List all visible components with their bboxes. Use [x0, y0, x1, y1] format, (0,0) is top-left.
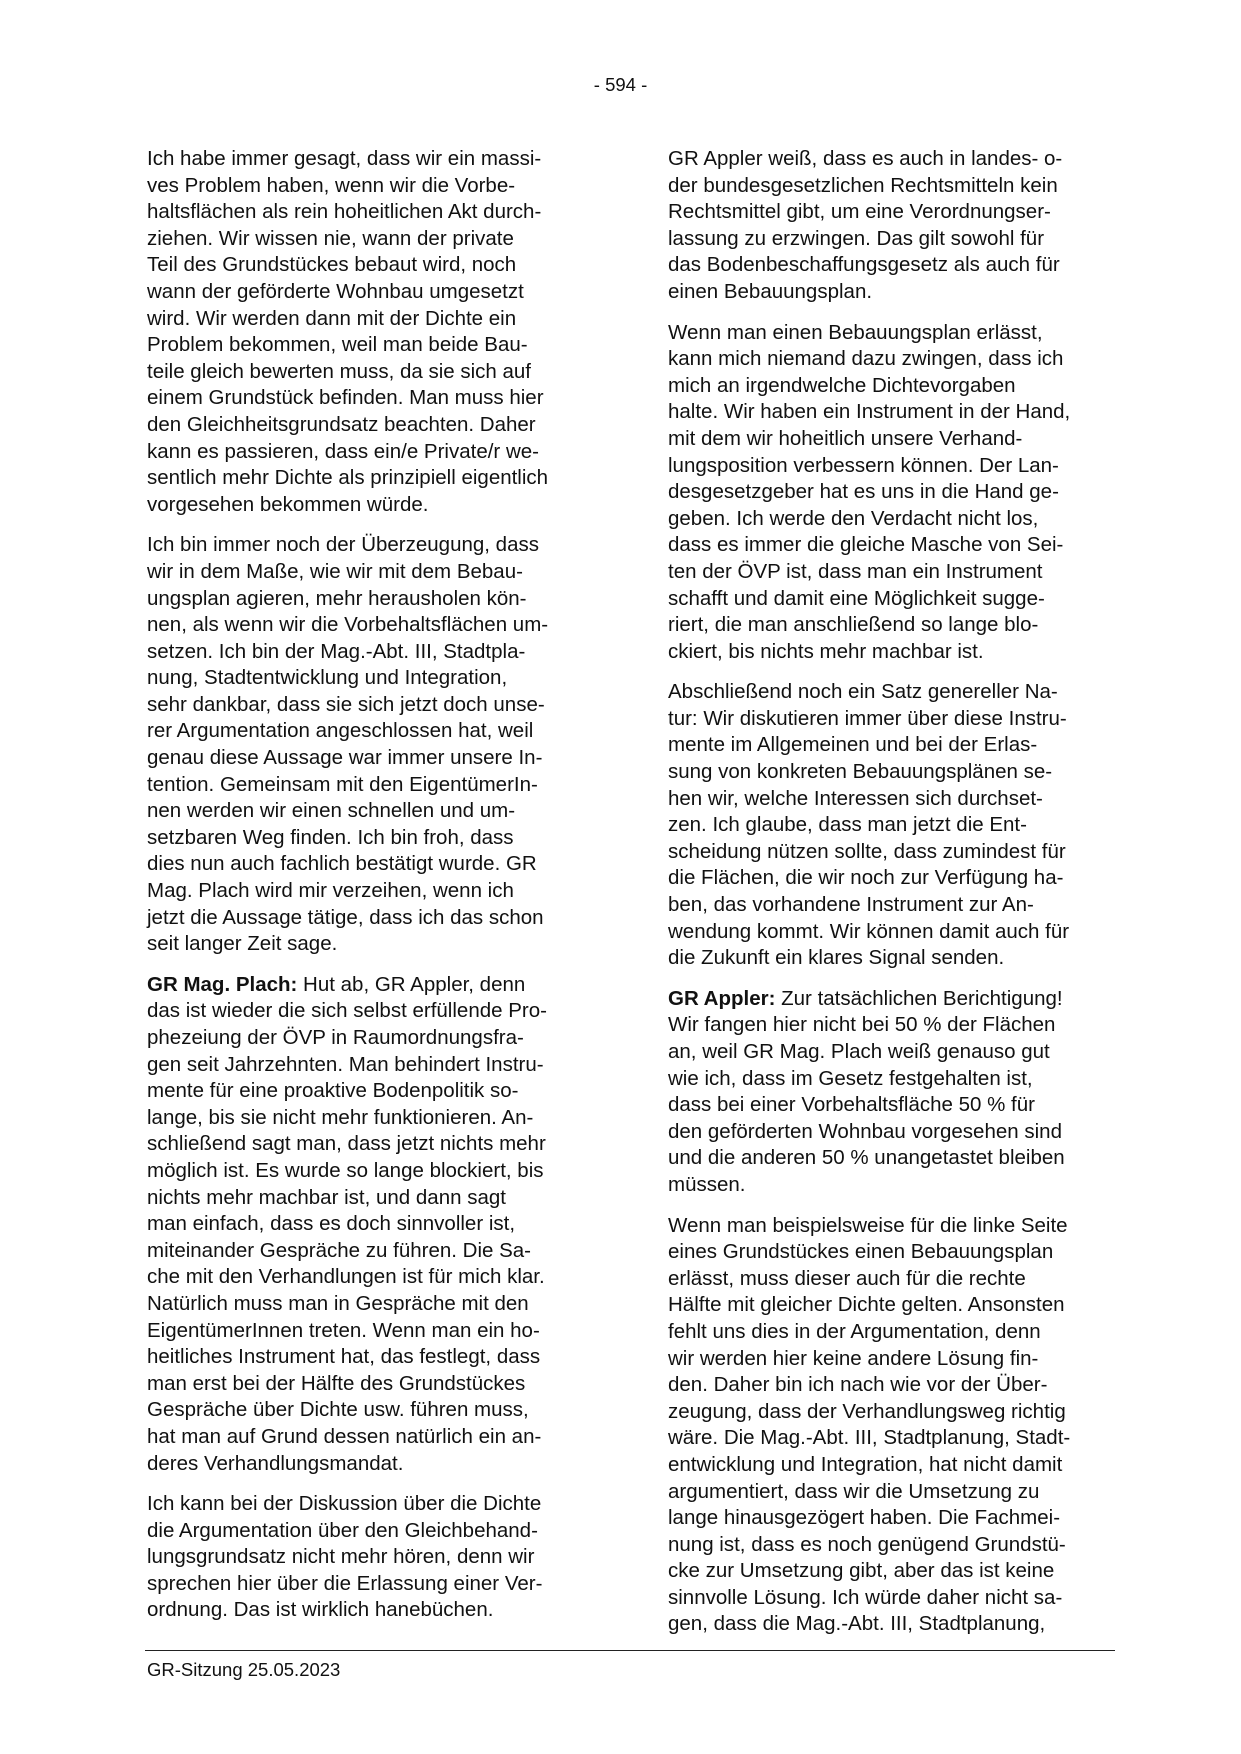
line-text: desgesetzgeber hat es uns in die Hand ge-	[668, 480, 1059, 504]
line-text: schafft und damit eine Möglichkeit sugge-	[668, 586, 1045, 610]
line-text: Hälfte mit gleicher Dichte gelten. Ansonsten	[668, 1293, 1065, 1317]
line-text: heitliches Instrument hat, das festlegt, dass	[147, 1345, 541, 1369]
line-text: vorgesehen bekommen würde.	[147, 492, 429, 516]
text-line	[668, 1372, 1126, 1399]
text-line	[147, 1105, 605, 1132]
page-number: - 594 -	[593, 74, 648, 95]
text-line	[668, 1092, 1126, 1119]
text-line	[147, 639, 605, 666]
line-text: die Flächen, die wir noch zur Verfügung ha-	[668, 866, 1064, 890]
text-line	[668, 759, 1126, 786]
text-line	[668, 786, 1126, 813]
line-text: Problem bekommen, weil man beide Bau-	[147, 333, 528, 357]
line-text: EigentümerInnen treten. Wenn man ein ho-	[147, 1318, 540, 1342]
text-line	[147, 1424, 605, 1451]
text-line	[668, 732, 1126, 759]
text-line	[147, 1158, 605, 1185]
text-line	[668, 146, 1126, 173]
line-text: an, weil GR Mag. Plach weiß genauso gut	[668, 1040, 1050, 1063]
text-line	[668, 892, 1126, 919]
line-text: Gespräche über Dichte usw. führen muss,	[147, 1398, 529, 1422]
line-text: man einfach, dass es doch sinnvoller ist,	[147, 1212, 516, 1236]
line-text: Wenn man einen Bebauungsplan erlässt,	[668, 320, 1043, 344]
text-line	[147, 1544, 605, 1571]
text-line	[147, 226, 605, 253]
line-text: lungsgrundsatz nicht mehr hören, denn wir	[147, 1545, 535, 1569]
text-line	[147, 332, 605, 359]
text-line	[147, 252, 605, 279]
text-line	[668, 1292, 1126, 1319]
line-text: gen, dass die Mag.-Abt. III, Stadtplanung,	[668, 1612, 1046, 1636]
line-text: die Argumentation über den Gleichbehand-	[147, 1518, 538, 1542]
text-line	[668, 1505, 1126, 1532]
line-text: mit dem wir hoheitlich unsere Verhand-	[668, 426, 1023, 450]
line-text: jetzt die Aussage tätige, dass ich das schon	[147, 905, 544, 929]
text-line	[668, 1172, 1126, 1199]
line-text: entwicklung und Integration, hat nicht damit	[668, 1452, 1063, 1476]
text-line	[668, 252, 1126, 279]
paragraph	[147, 532, 605, 958]
text-line	[668, 1066, 1126, 1093]
text-line	[668, 865, 1126, 892]
text-line	[147, 998, 605, 1025]
text-line	[147, 1318, 605, 1345]
line-text: wann der geförderte Wohnbau umgesetzt	[147, 279, 524, 303]
line-text: sehr dankbar, dass sie sich jetzt doch unse-	[147, 692, 545, 716]
line-text: das Bodenbeschaffungsgesetz als auch für	[668, 253, 1060, 277]
text-line	[147, 1238, 605, 1265]
line-text: Wir fangen hier nicht bei 50 % der Flächen	[668, 1013, 1056, 1037]
text-line	[147, 1491, 605, 1518]
line-text: ten der ÖVP ist, dass man ein Instrument	[668, 559, 1043, 583]
text-line	[147, 931, 605, 958]
line-text: sung von konkreten Bebauungsplänen se-	[668, 760, 1053, 784]
line-text: das ist wieder die sich selbst erfüllende Pro-	[147, 999, 547, 1023]
text-line	[147, 612, 605, 639]
text-line	[147, 1185, 605, 1212]
line-text: schließend sagt man, dass jetzt nichts mehr	[147, 1132, 546, 1156]
line-text: erlässt, muss dieser auch für die rechte	[668, 1266, 1026, 1290]
line-text: Abschließend noch ein Satz genereller Na-	[668, 680, 1058, 704]
line-text: seit langer Zeit sage.	[147, 932, 338, 956]
text-line	[147, 851, 605, 878]
line-text: mich an irgendwelche Dichtevorgaben	[668, 373, 1016, 397]
paragraph	[147, 1491, 605, 1624]
line-text: wie ich, dass im Gesetz festgehalten ist,	[668, 1066, 1033, 1090]
text-line	[147, 665, 605, 692]
line-text: Ich bin immer noch der Überzeugung, dass	[147, 533, 539, 557]
text-line	[668, 1425, 1126, 1452]
line-text: argumentiert, dass wir die Umsetzung zu	[668, 1479, 1040, 1503]
line-text: haltsflächen als rein hoheitlichen Akt durch-	[147, 200, 542, 224]
line-text: wäre. Die Mag.-Abt. III, Stadtplanung, Stadt-	[668, 1426, 1071, 1450]
text-line	[147, 905, 605, 932]
line-text: dass es immer die gleiche Masche von Sei-	[668, 533, 1064, 557]
text-line	[668, 1319, 1126, 1346]
line-text: deres Verhandlungsmandat.	[147, 1451, 404, 1475]
line-text: GR Appler weiß, dass es auch in landes- o-	[668, 147, 1063, 170]
paragraph	[668, 146, 1126, 306]
line-text: wir in dem Maße, wie wir mit dem Bebau-	[147, 559, 523, 583]
text-line	[147, 412, 605, 439]
line-text: der bundesgesetzlichen Rechtsmitteln kein	[668, 173, 1058, 197]
text-line	[668, 1266, 1126, 1293]
paragraph	[668, 1213, 1126, 1639]
line-text: mente für eine proaktive Bodenpolitik so-	[147, 1079, 519, 1103]
text-line	[668, 1558, 1126, 1585]
text-line	[668, 1479, 1126, 1506]
text-line	[147, 173, 605, 200]
speaker-name: GR Appler:	[668, 986, 776, 1010]
text-line	[668, 1039, 1126, 1066]
text-line	[668, 426, 1126, 453]
text-line	[147, 492, 605, 519]
text-line	[668, 1611, 1126, 1638]
line-text: dies nun auch fachlich bestätigt wurde. GR	[147, 852, 537, 876]
text-line	[147, 306, 605, 333]
text-line	[147, 1078, 605, 1105]
line-text: möglich ist. Es wurde so lange blockiert, bis	[147, 1158, 544, 1182]
text-line	[668, 1346, 1126, 1373]
text-line	[147, 772, 605, 799]
text-line	[147, 586, 605, 613]
text-line	[668, 320, 1126, 347]
text-line	[147, 1371, 605, 1398]
line-text: teile gleich bewerten muss, da sie sich auf	[147, 359, 532, 383]
line-text: riert, die man anschließend so lange blo-	[668, 613, 1039, 637]
text-line	[668, 839, 1126, 866]
text-line	[668, 226, 1126, 253]
text-line	[668, 586, 1126, 613]
text-line	[668, 1399, 1126, 1426]
line-text: den. Daher bin ich nach wie vor der Über-	[668, 1373, 1048, 1397]
line-text: Zur tatsächlichen Berichtigung!	[775, 986, 1063, 1010]
line-text: wird. Wir werden dann mit der Dichte ein	[147, 306, 517, 330]
line-text: mente im Allgemeinen und bei der Erlas-	[668, 733, 1038, 757]
text-line	[668, 986, 1126, 1013]
line-text: kann es passieren, dass ein/e Private/r we-	[147, 439, 539, 463]
line-text: hat man auf Grund dessen natürlich ein an-	[147, 1424, 542, 1448]
line-text: den geförderten Wohnbau vorgesehen sind	[668, 1119, 1062, 1143]
line-text: Ich kann bei der Diskussion über die Dichte	[147, 1492, 542, 1516]
line-text: ben, das vorhandene Instrument zur An-	[668, 893, 1034, 917]
text-line	[147, 359, 605, 386]
text-line	[668, 679, 1126, 706]
right-column	[668, 146, 1126, 1652]
line-text: Rechtsmittel gibt, um eine Verordnungser-	[668, 200, 1051, 224]
paragraph	[147, 972, 605, 1477]
text-line	[668, 1585, 1126, 1612]
line-text: sprechen hier über die Erlassung einer Ver-	[147, 1571, 543, 1595]
text-line	[668, 1145, 1126, 1172]
paragraph	[668, 320, 1126, 666]
line-text: geben. Ich werde den Verdacht nicht los,	[668, 506, 1039, 530]
line-text: zen. Ich glaube, dass man jetzt die Ent-	[668, 813, 1027, 837]
text-line	[147, 745, 605, 772]
text-line	[147, 1597, 605, 1624]
line-text: nen werden wir einen schnellen und um-	[147, 799, 516, 823]
text-line	[147, 439, 605, 466]
text-line	[668, 479, 1126, 506]
line-text: müssen.	[668, 1172, 746, 1196]
text-line	[668, 199, 1126, 226]
text-line	[668, 919, 1126, 946]
line-text: nen, als wenn wir die Vorbehaltsflächen um-	[147, 613, 549, 637]
line-text: hen wir, welche Interessen sich durchset-	[668, 786, 1043, 810]
line-text: phezeiung der ÖVP in Raumordnungsfra-	[147, 1026, 524, 1049]
paragraph	[668, 679, 1126, 972]
line-text: zeugung, dass der Verhandlungsweg richtig	[668, 1399, 1066, 1423]
text-line	[147, 1052, 605, 1079]
text-line	[668, 706, 1126, 733]
text-line	[147, 972, 605, 999]
text-line	[668, 639, 1126, 666]
text-line	[147, 199, 605, 226]
line-text: ves Problem haben, wenn wir die Vorbe-	[147, 173, 516, 197]
text-line	[147, 798, 605, 825]
line-text: lassung zu erzwingen. Das gilt sowohl für	[668, 226, 1045, 250]
text-line	[668, 346, 1126, 373]
text-line	[147, 532, 605, 559]
line-text: gen seit Jahrzehnten. Man behindert Instru-	[147, 1052, 544, 1076]
text-line	[147, 1291, 605, 1318]
text-line	[147, 146, 605, 173]
text-line	[668, 559, 1126, 586]
line-text: ordnung. Das ist wirklich hanebüchen.	[147, 1598, 494, 1622]
line-text: scheidung nützen sollte, dass zumindest für	[668, 839, 1066, 863]
line-text: Ich habe immer gesagt, dass wir ein massi-	[147, 147, 542, 170]
line-text: Wenn man beispielsweise für die linke Seite	[668, 1213, 1068, 1237]
line-text: eines Grundstückes einen Bebauungsplan	[668, 1240, 1054, 1264]
line-text: rer Argumentation angeschlossen hat, weil	[147, 719, 534, 743]
line-text: Natürlich muss man in Gespräche mit den	[147, 1291, 529, 1315]
text-line	[668, 1239, 1126, 1266]
text-line	[147, 1131, 605, 1158]
line-text: cke zur Umsetzung gibt, aber das ist keine	[668, 1559, 1055, 1583]
text-line	[147, 1025, 605, 1052]
text-line	[147, 1451, 605, 1478]
text-line	[668, 1213, 1126, 1240]
paragraph	[668, 986, 1126, 1199]
line-text: sentlich mehr Dichte als prinzipiell eigentlich	[147, 466, 549, 490]
text-line	[668, 506, 1126, 533]
line-text: sinnvolle Lösung. Ich würde daher nicht sa-	[668, 1585, 1063, 1609]
text-line	[147, 1344, 605, 1371]
line-text: lange, bis sie nicht mehr funktionieren. An-	[147, 1105, 534, 1129]
line-text: nung ist, dass es noch genügend Grundstü-	[668, 1532, 1066, 1556]
line-text: halte. Wir haben ein Instrument in der Hand,	[668, 400, 1071, 424]
text-line	[147, 1518, 605, 1545]
paragraph	[147, 146, 605, 518]
text-line	[668, 373, 1126, 400]
text-line	[668, 1532, 1126, 1559]
line-text: einem Grundstück befinden. Man muss hier	[147, 386, 544, 410]
line-text: wir werden hier keine andere Lösung fin-	[668, 1346, 1039, 1370]
text-line	[147, 1211, 605, 1238]
line-text: ckiert, bis nichts mehr machbar ist.	[668, 639, 984, 663]
text-line	[668, 812, 1126, 839]
line-text: wendung kommt. Wir können damit auch für	[668, 919, 1070, 943]
text-line	[147, 279, 605, 306]
text-line	[147, 878, 605, 905]
text-line	[147, 692, 605, 719]
line-text: einen Bebauungsplan.	[668, 279, 873, 303]
line-text: nichts mehr machbar ist, und dann sagt	[147, 1185, 506, 1209]
line-text: nung, Stadtentwicklung und Integration,	[147, 666, 508, 690]
line-text: dass bei einer Vorbehaltsfläche 50 % für	[668, 1093, 1035, 1117]
line-text: setzen. Ich bin der Mag.-Abt. III, Stadtpla-	[147, 639, 526, 663]
text-line	[668, 1452, 1126, 1479]
footer-divider	[145, 1650, 1115, 1651]
text-line	[668, 1012, 1126, 1039]
text-line	[668, 945, 1126, 972]
text-line	[668, 612, 1126, 639]
text-line	[668, 399, 1126, 426]
line-text: Hut ab, GR Appler, denn	[297, 972, 526, 996]
line-text: che mit den Verhandlungen ist für mich klar.	[147, 1265, 545, 1289]
line-text: lange hinausgezögert haben. Die Fachmei-	[668, 1506, 1061, 1530]
text-line	[668, 532, 1126, 559]
text-line	[668, 279, 1126, 306]
text-line	[668, 453, 1126, 480]
line-text: lungsposition verbessern können. Der Lan-	[668, 453, 1059, 477]
line-text: miteinander Gespräche zu führen. Die Sa-	[147, 1238, 532, 1262]
line-text: genau diese Aussage war immer unsere In-	[147, 746, 543, 770]
text-line	[147, 465, 605, 492]
text-line	[147, 1264, 605, 1291]
line-text: die Zukunft ein klares Signal senden.	[668, 946, 1005, 970]
line-text: ungsplan agieren, mehr herausholen kön-	[147, 586, 527, 610]
line-text: den Gleichheitsgrundsatz beachten. Daher	[147, 412, 536, 436]
text-line	[147, 385, 605, 412]
line-text: tention. Gemeinsam mit den EigentümerIn-	[147, 772, 538, 796]
line-text: man erst bei der Hälfte des Grundstückes	[147, 1371, 526, 1395]
line-text: Mag. Plach wird mir verzeihen, wenn ich	[147, 879, 514, 903]
line-text: tur: Wir diskutieren immer über diese Instru-	[668, 706, 1067, 730]
text-line	[668, 1119, 1126, 1146]
line-text: kann mich niemand dazu zwingen, dass ich	[668, 347, 1064, 371]
text-line	[147, 1571, 605, 1598]
line-text: setzbaren Weg finden. Ich bin froh, dass	[147, 825, 514, 849]
text-line	[147, 825, 605, 852]
line-text: fehlt uns dies in der Argumentation, denn	[668, 1319, 1041, 1343]
speaker-name: GR Mag. Plach:	[147, 972, 298, 996]
text-line	[147, 1397, 605, 1424]
text-line	[147, 718, 605, 745]
line-text: ziehen. Wir wissen nie, wann der private	[147, 226, 514, 250]
text-line	[147, 559, 605, 586]
footer-session-date: GR-Sitzung 25.05.2023	[147, 1659, 341, 1680]
left-column	[147, 146, 605, 1638]
line-text: Teil des Grundstückes bebaut wird, noch	[147, 253, 517, 277]
text-line	[668, 173, 1126, 200]
line-text: und die anderen 50 % unangetastet bleiben	[668, 1146, 1065, 1170]
